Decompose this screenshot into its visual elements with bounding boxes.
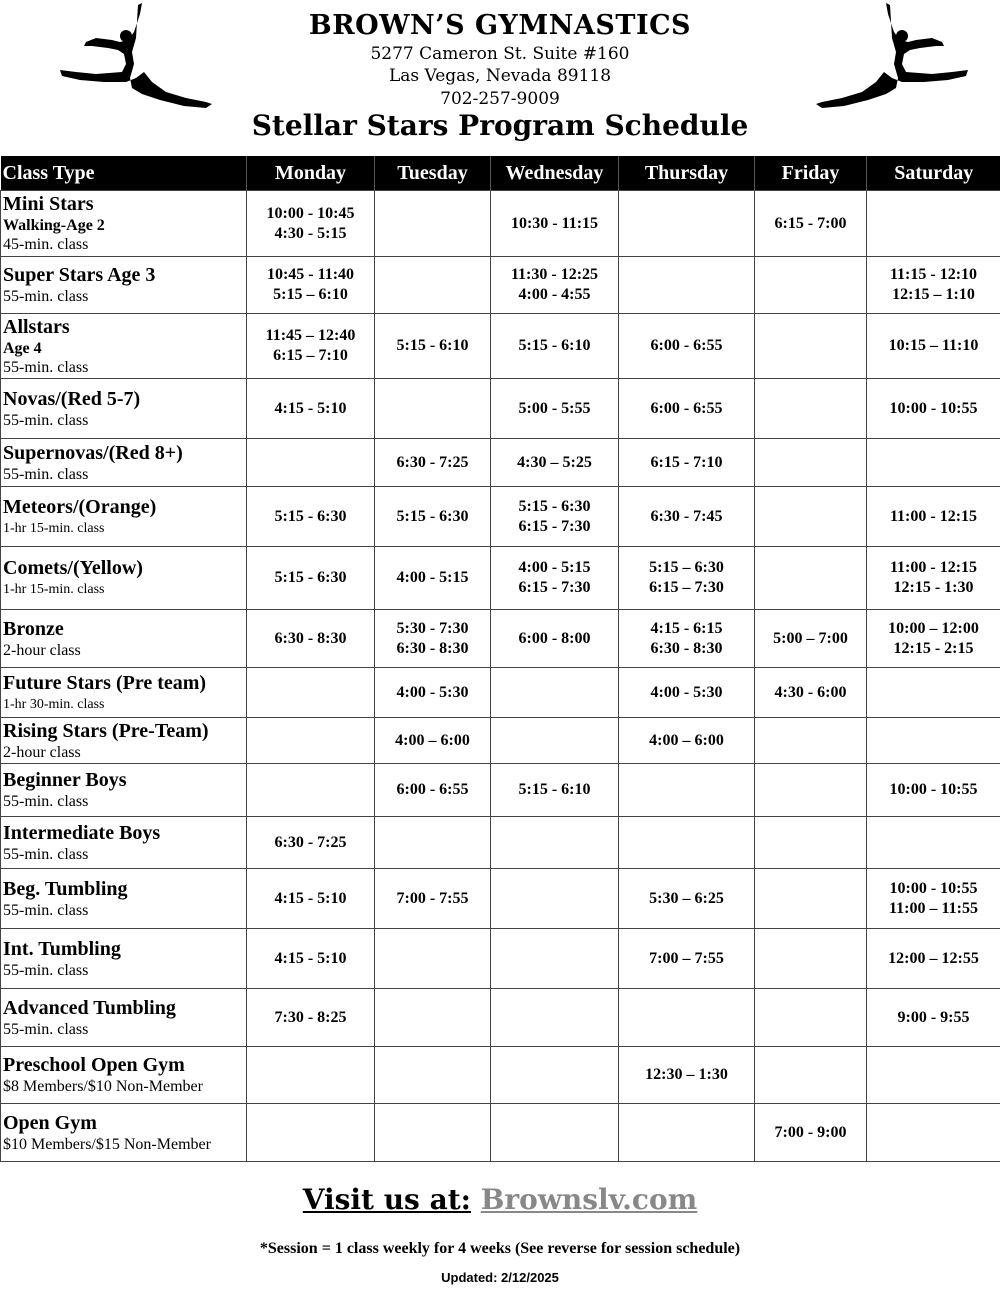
- table-row: [1, 257, 1000, 314]
- class-name: Preschool Open Gym: [3, 1054, 185, 1076]
- class-time: 6:00 - 6:55: [650, 399, 723, 417]
- time-cell-thu: [619, 1104, 755, 1162]
- class-time: 12:15 - 2:15: [893, 639, 974, 657]
- address-line2: Las Vegas, Nevada 89118: [388, 66, 612, 86]
- time-cell-tue: [375, 439, 491, 487]
- class-type-cell: [1, 191, 247, 257]
- class-name: Intermediate Boys: [3, 821, 161, 844]
- time-cell-mon: [247, 257, 375, 314]
- class-time: 6:00 - 6:55: [650, 337, 723, 354]
- class-time: 4:30 – 5:25: [517, 453, 592, 471]
- table-row: [1, 989, 1000, 1047]
- class-age-group: Walking-Age 2: [3, 217, 105, 234]
- class-name: Advanced Tumbling: [3, 996, 176, 1019]
- class-time: 10:00 – 12:00: [888, 619, 979, 637]
- table-row: [1, 379, 1000, 439]
- page-header: [0, 0, 1000, 155]
- class-time: 4:00 – 6:00: [395, 731, 470, 749]
- time-cell-sat: [867, 439, 1000, 487]
- updated-date: Updated: 2/12/2025: [441, 1270, 559, 1285]
- time-cell-mon: [247, 191, 375, 257]
- col-header-class-type: Class Type: [1, 156, 247, 191]
- time-cell-mon: [247, 668, 375, 718]
- time-cell-wed: [491, 817, 619, 869]
- time-cell-fri: [755, 869, 867, 929]
- time-cell-sat: [867, 929, 1000, 989]
- class-description: 55-min. class: [3, 845, 89, 863]
- time-cell-wed: [491, 191, 619, 257]
- time-cell-tue: [375, 191, 491, 257]
- class-description: 45-min. class: [3, 236, 89, 253]
- table-row: [1, 1104, 1000, 1162]
- class-type-cell: [1, 439, 247, 487]
- col-header-wednesday: Wednesday: [491, 156, 619, 191]
- time-cell-fri: [755, 191, 867, 257]
- time-cell-thu: [619, 668, 755, 718]
- class-time: 4:15 - 6:15: [650, 619, 723, 637]
- class-time: 4:00 – 6:00: [649, 731, 724, 749]
- class-description: 55-min. class: [3, 465, 89, 483]
- class-time: 5:15 - 6:10: [518, 337, 591, 354]
- time-cell-thu: [619, 191, 755, 257]
- class-time: 6:00 - 8:00: [518, 629, 591, 647]
- class-time: 6:30 - 7:45: [650, 507, 723, 525]
- time-cell-sat: [867, 487, 1000, 547]
- class-description: $10 Members/$15 Non-Member: [3, 1135, 211, 1153]
- time-cell-sat: [867, 379, 1000, 439]
- table-row: [1, 314, 1000, 379]
- time-cell-tue: [375, 869, 491, 929]
- class-type-cell: [1, 314, 247, 379]
- time-cell-wed: [491, 379, 619, 439]
- time-cell-fri: [755, 668, 867, 718]
- website-link[interactable]: Brownslv.com: [480, 1183, 698, 1216]
- time-cell-mon: [247, 1104, 375, 1162]
- class-time: 12:00 – 12:55: [888, 949, 979, 967]
- class-time: 4:00 - 5:30: [396, 683, 469, 701]
- time-cell-fri: [755, 989, 867, 1047]
- class-time: 7:00 – 7:55: [649, 949, 724, 967]
- address-line1: 5277 Cameron St. Suite #160: [370, 44, 630, 64]
- time-cell-fri: [755, 547, 867, 610]
- table-row: [1, 547, 1000, 610]
- class-type-cell: [1, 668, 247, 718]
- time-cell-tue: [375, 1047, 491, 1104]
- class-time: 5:15 – 6:10: [273, 286, 348, 303]
- class-time: 5:15 - 6:30: [274, 569, 347, 586]
- class-description: 1-hr 15-min. class: [3, 520, 105, 536]
- time-cell-mon: [247, 718, 375, 764]
- class-name: Comets/(Yellow): [3, 557, 143, 579]
- class-type-cell: [1, 379, 247, 439]
- time-cell-wed: [491, 1104, 619, 1162]
- time-cell-fri: [755, 817, 867, 869]
- class-name: Meteors/(Orange): [3, 495, 157, 518]
- table-row: [1, 929, 1000, 989]
- schedule-body: [1, 191, 1000, 1162]
- class-time: 4:30 - 5:15: [274, 224, 347, 242]
- class-time: 6:15 - 7:30: [518, 517, 591, 535]
- class-time: 6:15 - 7:00: [774, 214, 847, 232]
- class-time: 11:00 – 11:55: [889, 899, 978, 917]
- class-time: 10:15 – 11:10: [888, 337, 979, 354]
- time-cell-fri: [755, 929, 867, 989]
- class-time: 5:15 – 6:30: [649, 559, 724, 576]
- time-cell-sat: [867, 1047, 1000, 1104]
- time-cell-tue: [375, 718, 491, 764]
- time-cell-mon: [247, 764, 375, 817]
- class-name: Super Stars Age 3: [3, 264, 156, 286]
- table-row: [1, 869, 1000, 929]
- visit-us: [0, 1183, 1000, 1216]
- table-header-row: [1, 156, 1000, 191]
- time-cell-thu: [619, 718, 755, 764]
- class-description: 55-min. class: [3, 358, 89, 376]
- class-name: Beginner Boys: [3, 769, 127, 791]
- class-description: 55-min. class: [3, 411, 89, 429]
- time-cell-sat: [867, 764, 1000, 817]
- class-time: 11:15 - 12:10: [889, 266, 978, 283]
- class-time: 9:00 - 9:55: [897, 1008, 970, 1026]
- time-cell-wed: [491, 610, 619, 668]
- time-cell-wed: [491, 439, 619, 487]
- time-cell-wed: [491, 869, 619, 929]
- class-name: Novas/(Red 5-7): [3, 387, 141, 410]
- time-cell-tue: [375, 817, 491, 869]
- class-name: Bronze: [3, 617, 64, 640]
- phone-number: 702-257-9009: [440, 89, 560, 109]
- time-cell-tue: [375, 379, 491, 439]
- col-header-tuesday: Tuesday: [375, 156, 491, 191]
- time-cell-thu: [619, 989, 755, 1047]
- class-time: 4:00 - 5:15: [518, 559, 591, 576]
- time-cell-fri: [755, 314, 867, 379]
- time-cell-thu: [619, 929, 755, 989]
- class-time: 5:15 - 6:30: [518, 497, 591, 515]
- class-time: 5:30 – 6:25: [649, 889, 724, 907]
- class-age-group: Age 4: [3, 339, 42, 357]
- col-header-monday: Monday: [247, 156, 375, 191]
- time-cell-wed: [491, 718, 619, 764]
- session-note: *Session = 1 class weekly for 4 weeks (See reverse for session schedule): [259, 1240, 741, 1257]
- time-cell-wed: [491, 487, 619, 547]
- program-title: Stellar Stars Program Schedule: [251, 109, 749, 142]
- table-row: [1, 718, 1000, 764]
- class-description: 1-hr 30-min. class: [3, 696, 105, 712]
- class-time: 6:30 - 8:30: [650, 639, 723, 657]
- time-cell-sat: [867, 817, 1000, 869]
- table-row: [1, 668, 1000, 718]
- class-time: 7:30 - 8:25: [274, 1008, 347, 1026]
- time-cell-tue: [375, 314, 491, 379]
- time-cell-tue: [375, 668, 491, 718]
- class-time: 10:00 - 10:55: [889, 879, 978, 897]
- class-time: 11:45 – 12:40: [265, 327, 356, 344]
- class-time: 10:45 - 11:40: [266, 266, 355, 283]
- time-cell-thu: [619, 610, 755, 668]
- time-cell-sat: [867, 1104, 1000, 1162]
- time-cell-fri: [755, 610, 867, 668]
- time-cell-tue: [375, 487, 491, 547]
- class-type-cell: [1, 817, 247, 869]
- class-time: 6:30 - 8:30: [274, 629, 347, 647]
- time-cell-tue: [375, 257, 491, 314]
- class-time: 4:15 - 5:10: [274, 889, 347, 907]
- class-time: 7:00 - 9:00: [774, 1123, 847, 1141]
- time-cell-wed: [491, 257, 619, 314]
- class-type-cell: [1, 610, 247, 668]
- time-cell-mon: [247, 487, 375, 547]
- time-cell-wed: [491, 668, 619, 718]
- time-cell-fri: [755, 1104, 867, 1162]
- time-cell-fri: [755, 718, 867, 764]
- time-cell-mon: [247, 817, 375, 869]
- class-name: Int. Tumbling: [3, 937, 121, 960]
- time-cell-mon: [247, 610, 375, 668]
- class-name: Mini Stars: [3, 193, 94, 215]
- time-cell-wed: [491, 314, 619, 379]
- class-time: 12:15 - 1:30: [893, 579, 974, 596]
- time-cell-thu: [619, 439, 755, 487]
- table-row: [1, 487, 1000, 547]
- class-time: 11:00 - 12:15: [889, 559, 978, 576]
- class-name: Future Stars (Pre team): [3, 671, 207, 694]
- time-cell-tue: [375, 989, 491, 1047]
- schedule-table: [0, 156, 1000, 1162]
- time-cell-wed: [491, 989, 619, 1047]
- class-description: 55-min. class: [3, 961, 89, 979]
- col-header-friday: Friday: [755, 156, 867, 191]
- class-time: 10:30 - 11:15: [510, 214, 599, 232]
- time-cell-thu: [619, 869, 755, 929]
- class-time: 4:00 - 5:30: [650, 683, 723, 701]
- time-cell-thu: [619, 817, 755, 869]
- time-cell-wed: [491, 764, 619, 817]
- class-time: 4:15 - 5:10: [274, 949, 347, 967]
- table-row: [1, 764, 1000, 817]
- time-cell-sat: [867, 314, 1000, 379]
- col-header-thursday: Thursday: [619, 156, 755, 191]
- class-description: 2-hour class: [3, 641, 81, 659]
- time-cell-thu: [619, 314, 755, 379]
- time-cell-thu: [619, 487, 755, 547]
- time-cell-thu: [619, 257, 755, 314]
- class-name: Supernovas/(Red 8+): [3, 441, 183, 464]
- class-type-cell: [1, 869, 247, 929]
- col-header-saturday: Saturday: [867, 156, 1000, 191]
- class-name: Open Gym: [3, 1111, 97, 1134]
- time-cell-thu: [619, 764, 755, 817]
- table-row: [1, 817, 1000, 869]
- class-time: 12:15 – 1:10: [892, 286, 975, 303]
- class-time: 5:30 - 7:30: [396, 619, 469, 637]
- time-cell-sat: [867, 257, 1000, 314]
- time-cell-sat: [867, 718, 1000, 764]
- visit-label: Visit us at:: [302, 1183, 471, 1216]
- class-time: 5:00 - 5:55: [518, 399, 591, 417]
- time-cell-fri: [755, 379, 867, 439]
- table-row: [1, 610, 1000, 668]
- class-description: 55-min. class: [3, 793, 89, 810]
- class-type-cell: [1, 989, 247, 1047]
- class-type-cell: [1, 1047, 247, 1104]
- class-time: 6:30 - 8:30: [396, 639, 469, 657]
- class-time: 12:30 – 1:30: [645, 1066, 728, 1083]
- class-time: 10:00 - 10:45: [266, 204, 355, 222]
- class-time: 7:00 - 7:55: [396, 889, 469, 907]
- class-type-cell: [1, 487, 247, 547]
- time-cell-fri: [755, 764, 867, 817]
- class-type-cell: [1, 718, 247, 764]
- time-cell-fri: [755, 487, 867, 547]
- gym-name: BROWN’S GYMNASTICS: [308, 10, 692, 41]
- class-time: 4:15 - 5:10: [274, 399, 347, 417]
- class-name: Rising Stars (Pre-Team): [3, 719, 209, 742]
- class-time: 6:00 - 6:55: [396, 781, 469, 798]
- class-time: 6:30 - 7:25: [396, 453, 469, 471]
- time-cell-mon: [247, 989, 375, 1047]
- class-time: 5:15 - 6:10: [518, 781, 591, 798]
- class-time: 6:15 - 7:10: [650, 453, 723, 471]
- class-time: 10:00 - 10:55: [889, 781, 978, 798]
- table-row: [1, 191, 1000, 257]
- class-time: 6:15 - 7:30: [518, 579, 591, 596]
- time-cell-mon: [247, 379, 375, 439]
- class-time: 5:15 - 6:30: [274, 507, 347, 525]
- time-cell-tue: [375, 929, 491, 989]
- time-cell-tue: [375, 547, 491, 610]
- class-time: 11:00 - 12:15: [889, 507, 978, 525]
- time-cell-sat: [867, 191, 1000, 257]
- time-cell-sat: [867, 610, 1000, 668]
- time-cell-thu: [619, 379, 755, 439]
- time-cell-thu: [619, 1047, 755, 1104]
- class-description: 55-min. class: [3, 288, 89, 305]
- class-time: 6:15 – 7:10: [273, 347, 348, 364]
- class-description: 1-hr 15-min. class: [3, 582, 105, 597]
- time-cell-wed: [491, 1047, 619, 1104]
- time-cell-fri: [755, 1047, 867, 1104]
- time-cell-sat: [867, 869, 1000, 929]
- class-type-cell: [1, 547, 247, 610]
- class-time: 6:15 – 7:30: [649, 579, 724, 596]
- time-cell-mon: [247, 929, 375, 989]
- time-cell-mon: [247, 869, 375, 929]
- time-cell-tue: [375, 764, 491, 817]
- class-name: Beg. Tumbling: [3, 877, 128, 900]
- time-cell-sat: [867, 668, 1000, 718]
- class-description: 55-min. class: [3, 901, 89, 919]
- class-time: 4:30 - 6:00: [774, 683, 847, 701]
- time-cell-mon: [247, 547, 375, 610]
- class-description: $8 Members/$10 Non-Member: [3, 1078, 203, 1095]
- time-cell-wed: [491, 547, 619, 610]
- class-description: 2-hour class: [3, 743, 81, 761]
- table-row: [1, 439, 1000, 487]
- class-type-cell: [1, 1104, 247, 1162]
- time-cell-mon: [247, 314, 375, 379]
- class-time: 4:00 - 5:15: [396, 569, 469, 586]
- time-cell-fri: [755, 257, 867, 314]
- class-time: 4:00 - 4:55: [518, 286, 591, 303]
- time-cell-mon: [247, 439, 375, 487]
- class-type-cell: [1, 929, 247, 989]
- class-time: 6:30 - 7:25: [274, 833, 347, 851]
- time-cell-tue: [375, 610, 491, 668]
- table-row: [1, 1047, 1000, 1104]
- time-cell-fri: [755, 439, 867, 487]
- time-cell-sat: [867, 547, 1000, 610]
- class-time: 5:15 - 6:30: [396, 507, 469, 525]
- class-time: 5:15 - 6:10: [396, 337, 469, 354]
- time-cell-thu: [619, 547, 755, 610]
- class-type-cell: [1, 764, 247, 817]
- time-cell-wed: [491, 929, 619, 989]
- time-cell-mon: [247, 1047, 375, 1104]
- class-time: 10:00 - 10:55: [889, 399, 978, 417]
- time-cell-sat: [867, 989, 1000, 1047]
- class-type-cell: [1, 257, 247, 314]
- class-time: 5:00 – 7:00: [773, 629, 848, 647]
- class-description: 55-min. class: [3, 1020, 89, 1038]
- class-name: Allstars: [3, 315, 70, 338]
- time-cell-tue: [375, 1104, 491, 1162]
- class-time: 11:30 - 12:25: [510, 266, 599, 283]
